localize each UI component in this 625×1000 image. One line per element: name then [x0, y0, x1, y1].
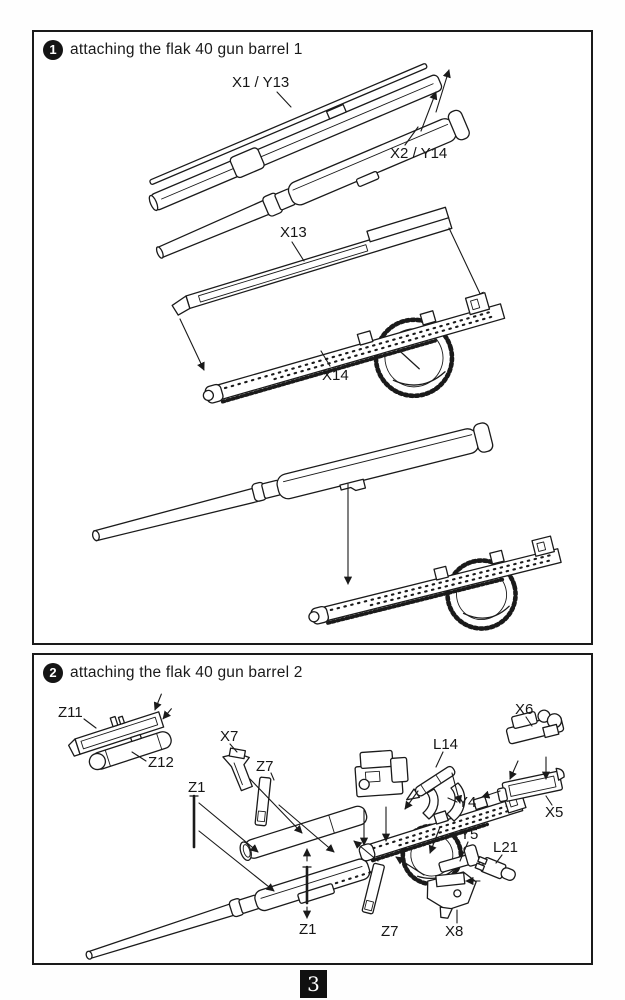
part-label-x14: X14: [322, 367, 349, 384]
page-number: 3: [300, 970, 327, 998]
step-2-illustration: [34, 655, 591, 963]
step-2-header: [43, 663, 303, 683]
part-label-z11: Z11: [58, 704, 83, 721]
part-label-l14: L14: [433, 736, 459, 753]
part-label-z7-upper: Z7: [256, 758, 274, 775]
step-2-title: attaching the flak 40 gun barrel 2: [70, 664, 303, 681]
part-label-z12: Z12: [148, 754, 174, 771]
part-x6-drawing: [504, 706, 565, 747]
part-label-x8: X8: [445, 923, 464, 940]
label-leader-l14: [436, 752, 443, 767]
step-2-panel: [32, 653, 593, 965]
assembled-barrel-drawing: [89, 422, 495, 555]
part-label-x2-y14: X2 / Y14: [390, 145, 448, 162]
part-breech-block-drawing: [354, 749, 409, 797]
part-x8-drawing: [423, 867, 477, 921]
step-1-illustration: [34, 32, 591, 643]
step-2-number-badge: 2: [43, 663, 63, 683]
attach-arrow: [180, 319, 204, 370]
part-z7-upper-drawing: [255, 777, 271, 826]
part-label-z1-left: Z1: [188, 779, 206, 796]
part-label-z1-lower: Z1: [299, 921, 317, 938]
part-label-x5-text: X5: [545, 804, 564, 821]
attach-arrow: [482, 791, 500, 797]
part-label-x6: X6: [515, 701, 534, 718]
part-label-z7-lower: Z7: [381, 923, 399, 940]
part-x7-drawing: [218, 747, 258, 792]
step-1-panel: [32, 30, 593, 645]
label-leader-x13: [292, 242, 304, 261]
step-1-number-badge: 1: [43, 40, 63, 60]
step-1-title: attaching the flak 40 gun barrel 1: [70, 41, 303, 58]
attach-arrow: [510, 761, 518, 779]
part-label-y5: Y5: [460, 826, 479, 843]
part-x14-drawing: [197, 289, 518, 453]
label-leader-x1-y13: [277, 92, 291, 107]
part-x5-drawing: [496, 767, 567, 803]
part-label-l21: L21: [493, 839, 519, 856]
part-z1-left-drawing: [190, 796, 198, 847]
part-label-x1-y13: X1 / Y13: [232, 74, 290, 91]
attach-arrow: [199, 803, 258, 852]
cradle-drawing: [304, 535, 572, 643]
part-label-y4: Y4: [458, 794, 477, 811]
part-l21-drawing: [475, 855, 518, 884]
attach-arrow: [449, 228, 483, 300]
step-1-header: [43, 40, 303, 60]
part-label-x7: X7: [220, 728, 239, 745]
label-leader-z11: [84, 719, 96, 728]
part-label-x13: X13: [280, 224, 307, 241]
